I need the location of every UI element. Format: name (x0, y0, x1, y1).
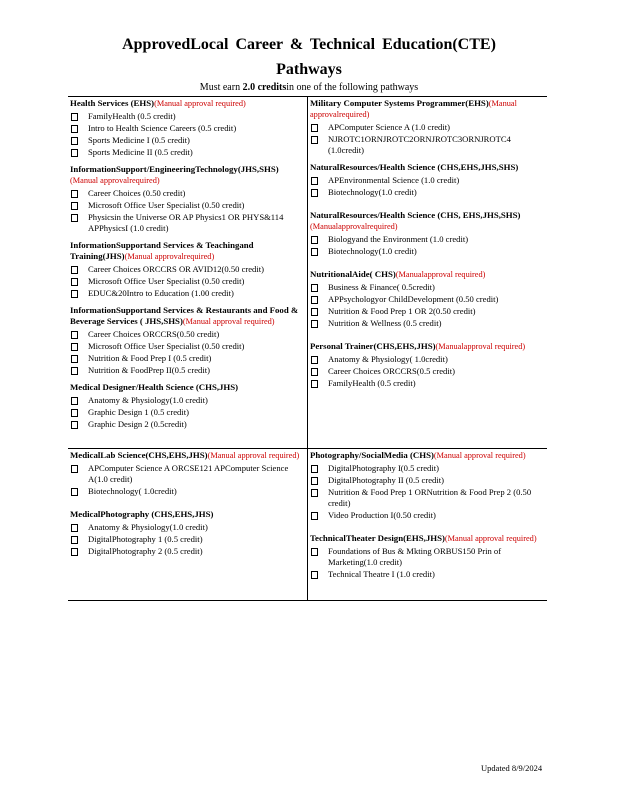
course-label: Career Choices ORCCRS(0.5 credit) (328, 366, 455, 376)
course-label: Career Choices ORCCRS OR AVID12(0.50 credit) (88, 264, 264, 274)
course-label: Biotechnology(1.0 credit) (328, 246, 417, 256)
approval-note: (Manualapproval required) (435, 342, 526, 351)
checkbox-icon (311, 571, 318, 579)
subtitle-pre: Must earn (199, 82, 243, 93)
course-label: Anatomy & Physiology( 1.0credit) (328, 354, 448, 364)
course-label: Intro to Health Science Careers (0.5 credit) (88, 123, 237, 133)
checkbox-icon (71, 524, 78, 532)
approval-note: (Manual approval required) (433, 451, 526, 460)
course-item (70, 135, 305, 146)
course-label: APPsychologyor ChildDevelopment (0.50 credit) (328, 294, 499, 304)
checkbox-icon (71, 343, 78, 351)
pathway-section (310, 210, 545, 257)
checkbox-icon (71, 125, 78, 133)
pathway-name: Personal Trainer(CHS,EHS,JHS) (310, 341, 436, 351)
checkbox-icon (71, 113, 78, 121)
course-label: FamilyHealth (0.5 credit) (328, 378, 416, 388)
pathway-section (310, 341, 545, 389)
course-item (70, 365, 305, 376)
course-item (310, 294, 545, 305)
checkbox-icon (71, 290, 78, 298)
checkbox-icon (311, 136, 318, 144)
course-item (70, 147, 305, 158)
course-item (310, 187, 545, 198)
course-list (310, 122, 545, 156)
pathway-section (310, 450, 545, 521)
pathway-section (310, 162, 545, 198)
approval-note: (Manualapprovalrequired) (310, 222, 398, 231)
course-label: Anatomy & Physiology(1.0 credit) (88, 522, 208, 532)
course-label: Graphic Design 2 (0.5credit) (88, 419, 187, 429)
course-item (70, 111, 305, 122)
page-subtitle (0, 82, 618, 93)
course-label: Nutrition & Food Prep 1 OR 2(0.50 credit) (328, 306, 476, 316)
checkbox-icon (311, 124, 318, 132)
course-item (70, 288, 305, 299)
course-item (310, 318, 545, 329)
checkbox-icon (71, 548, 78, 556)
pathway-section (70, 382, 305, 430)
pathway-name: TechnicalTheater Design(EHS,JHS) (310, 533, 445, 543)
checkbox-icon (311, 380, 318, 388)
checkbox-icon (311, 308, 318, 316)
approval-note: (Manual approval required) (154, 99, 246, 108)
approval-note: (Manual approval required) (207, 451, 300, 460)
pathway-section (70, 240, 305, 299)
course-list (310, 234, 545, 257)
course-item (310, 354, 545, 365)
checkbox-icon (71, 409, 78, 417)
approval-note: (Manual approvalrequired) (124, 252, 215, 261)
course-label: Sports Medicine II (0.5 credit) (88, 147, 193, 157)
page-title: ApprovedLocal Career & Technical Education(CTE) (122, 36, 496, 53)
pathway-section (310, 98, 545, 156)
course-item (70, 522, 305, 533)
course-label: Biotechnology( 1.0credit) (88, 486, 177, 496)
course-label: Graphic Design 1 (0.5 credit) (88, 407, 189, 417)
pathway-name: InformationSupport/EngineeringTechnology(JHS,SHS) (70, 164, 279, 174)
pathway-title (70, 305, 305, 327)
course-label: DigitalPhotography 1 (0.5 credit) (88, 534, 203, 544)
course-label: DigitalPhotography II (0.5 credit) (328, 475, 444, 485)
pathway-section (70, 450, 305, 497)
course-item (70, 407, 305, 418)
course-item (70, 188, 305, 199)
course-item (310, 475, 545, 486)
course-label: Microsoft Office User Specialist (0.50 credit) (88, 341, 245, 351)
checkbox-icon (311, 368, 318, 376)
checkbox-icon (71, 190, 78, 198)
checkbox-icon (311, 284, 318, 292)
checkbox-icon (71, 465, 78, 473)
course-item (70, 395, 305, 406)
course-item (70, 486, 305, 497)
course-item (310, 463, 545, 474)
course-item (70, 463, 305, 485)
course-label: Microsoft Office User Specialist (0.50 credit) (88, 276, 245, 286)
course-item (70, 123, 305, 134)
course-item (310, 175, 545, 186)
checkbox-icon (71, 266, 78, 274)
course-label: EDUC&20Intro to Education (1.00 credit) (88, 288, 234, 298)
course-list (310, 282, 545, 329)
course-list (70, 522, 305, 557)
pathway-title (310, 210, 545, 232)
course-item (70, 276, 305, 287)
course-list (70, 111, 305, 158)
course-label: Technical Theatre I (1.0 credit) (328, 569, 435, 579)
page-title-line2: Pathways (276, 61, 342, 78)
course-label: Foundations of Bus & Mkting ORBUS150 Prin of Marketing(1.0 credit) (328, 546, 502, 567)
course-item (310, 282, 545, 293)
course-label: APComputer Science A ORCSE121 APComputer Science A(1.0 credit) (88, 463, 289, 484)
right-bottom-cell (308, 449, 548, 601)
pathway-name: Military Computer Systems Programmer(EHS) (310, 98, 489, 108)
pathways-table (68, 96, 547, 601)
pathway-name: MedicalPhotography (CHS,EHS,JHS) (70, 509, 214, 519)
pathway-title (310, 162, 545, 173)
course-item (310, 246, 545, 257)
course-list (70, 329, 305, 376)
pathway-title (70, 98, 305, 109)
pathway-title (70, 240, 305, 262)
course-label: Video Production I(0.50 credit) (328, 510, 436, 520)
approval-note: (Manualapproval required) (395, 270, 486, 279)
checkbox-icon (71, 331, 78, 339)
course-item (70, 546, 305, 557)
pathway-title (310, 269, 545, 280)
course-list (70, 188, 305, 234)
checkbox-icon (311, 548, 318, 556)
checkbox-icon (71, 367, 78, 375)
course-label: Sports Medicine I (0.5 credit) (88, 135, 190, 145)
pathway-name: Medical Designer/Health Science (CHS,JHS) (70, 382, 239, 392)
checkbox-icon (311, 512, 318, 520)
left-top-cell (68, 97, 308, 449)
course-item (310, 306, 545, 317)
checkbox-icon (71, 488, 78, 496)
pathway-name: NaturalResources/Health Science (CHS,EHS,JHS,SHS) (310, 162, 519, 172)
left-bottom-cell (68, 449, 308, 601)
pathway-section (70, 164, 305, 234)
pathway-section (70, 98, 305, 158)
course-label: Business & Finance( 0.5credit) (328, 282, 435, 292)
course-item (70, 200, 305, 211)
checkbox-icon (311, 248, 318, 256)
course-item (310, 378, 545, 389)
checkbox-icon (311, 489, 318, 497)
pathway-name: InformationSupportand Services & Teachingand Training(JHS) (70, 240, 254, 261)
course-item (70, 353, 305, 364)
course-label: Biologyand the Environment (1.0 credit) (328, 234, 469, 244)
course-item (70, 264, 305, 275)
checkbox-icon (71, 202, 78, 210)
course-label: Nutrition & Food Prep 1 ORNutrition & Food Prep 2 (0.50 credit) (328, 487, 532, 508)
pathway-title (70, 382, 305, 393)
pathway-title (310, 533, 545, 544)
pathway-title (70, 509, 305, 520)
right-top-cell (308, 97, 548, 449)
course-label: APComputer Science A (1.0 credit) (328, 122, 450, 132)
checkbox-icon (71, 355, 78, 363)
checkbox-icon (71, 397, 78, 405)
course-list (310, 354, 545, 389)
approval-note: (Manual approvalrequired) (70, 176, 160, 185)
checkbox-icon (311, 320, 318, 328)
course-label: DigitalPhotography 2 (0.5 credit) (88, 546, 203, 556)
pathway-title (70, 450, 305, 461)
course-item (310, 134, 545, 156)
course-item (70, 341, 305, 352)
course-item (310, 510, 545, 521)
pathway-title (310, 450, 545, 461)
course-list (70, 395, 305, 430)
checkbox-icon (311, 296, 318, 304)
approval-note: (Manual approval required) (444, 534, 537, 543)
pathway-title (70, 164, 305, 186)
course-item (70, 419, 305, 430)
pathway-name: NaturalResources/Health Science (CHS, EHS,JHS,SHS) (310, 210, 521, 220)
course-item (310, 569, 545, 580)
course-item (70, 329, 305, 340)
course-item (310, 546, 545, 568)
course-item (70, 212, 305, 234)
pathway-name: MedicalLab Science(CHS,EHS,JHS) (70, 450, 208, 460)
pathway-title (310, 341, 545, 352)
course-item (310, 234, 545, 245)
course-list (70, 264, 305, 299)
checkbox-icon (311, 477, 318, 485)
checkbox-icon (71, 536, 78, 544)
pathway-name: Photography/SocialMedia (CHS) (310, 450, 434, 460)
pathway-name: Health Services (EHS) (70, 98, 155, 108)
checkbox-icon (71, 421, 78, 429)
checkbox-icon (71, 278, 78, 286)
approval-note: (Manual approvalrequired) (310, 99, 517, 119)
course-item (70, 534, 305, 545)
course-label: FamilyHealth (0.5 credit) (88, 111, 176, 121)
course-list (310, 175, 545, 198)
checkbox-icon (311, 177, 318, 185)
subtitle-post: in one of the following pathways (286, 82, 419, 93)
pathway-name: InformationSupportand Services & Restaurants and Food & Beverage Services ( JHS,SHS) (70, 305, 299, 326)
course-item (310, 366, 545, 377)
checkbox-icon (311, 236, 318, 244)
course-label: Physicsin the Universe OR AP Physics1 OR PHYS&114 APPhysicsI (1.0 credit) (88, 212, 284, 233)
pathway-title (310, 98, 545, 120)
course-item (310, 487, 545, 509)
approval-note: (Manual approval required) (182, 317, 275, 326)
pathway-section (70, 305, 305, 376)
course-list (310, 463, 545, 521)
checkbox-icon (311, 356, 318, 364)
course-label: DigitalPhotography I(0.5 credit) (328, 463, 439, 473)
pathway-section (310, 533, 545, 580)
checkbox-icon (71, 137, 78, 145)
pathway-name: NutritionalAide( CHS) (310, 269, 396, 279)
course-list (310, 546, 545, 580)
course-label: Nutrition & Food Prep I (0.5 credit) (88, 353, 212, 363)
pathway-section (310, 269, 545, 329)
course-label: APEnvironmental Science (1.0 credit) (328, 175, 460, 185)
pathway-section (70, 509, 305, 557)
course-label: NJROTC1ORNJROTC2ORNJROTC3ORNJROTC4 (1.0credit) (328, 134, 511, 155)
course-label: Career Choices (0.50 credit) (88, 188, 186, 198)
updated-date: Updated 8/9/2024 (481, 763, 543, 773)
course-label: Microsoft Office User Specialist (0.50 credit) (88, 200, 245, 210)
course-list (70, 463, 305, 497)
course-label: Nutrition & FoodPrep II(0.5 credit) (88, 365, 210, 375)
checkbox-icon (71, 149, 78, 157)
course-label: Biotechnology(1.0 credit) (328, 187, 417, 197)
course-label: Career Choices ORCCRS(0.50 credit) (88, 329, 220, 339)
checkbox-icon (71, 214, 78, 222)
checkbox-icon (311, 465, 318, 473)
course-label: Nutrition & Wellness (0.5 credit) (328, 318, 442, 328)
course-label: Anatomy & Physiology(1.0 credit) (88, 395, 208, 405)
checkbox-icon (311, 189, 318, 197)
course-item (310, 122, 545, 133)
subtitle-credits: 2.0 credits (242, 82, 287, 93)
